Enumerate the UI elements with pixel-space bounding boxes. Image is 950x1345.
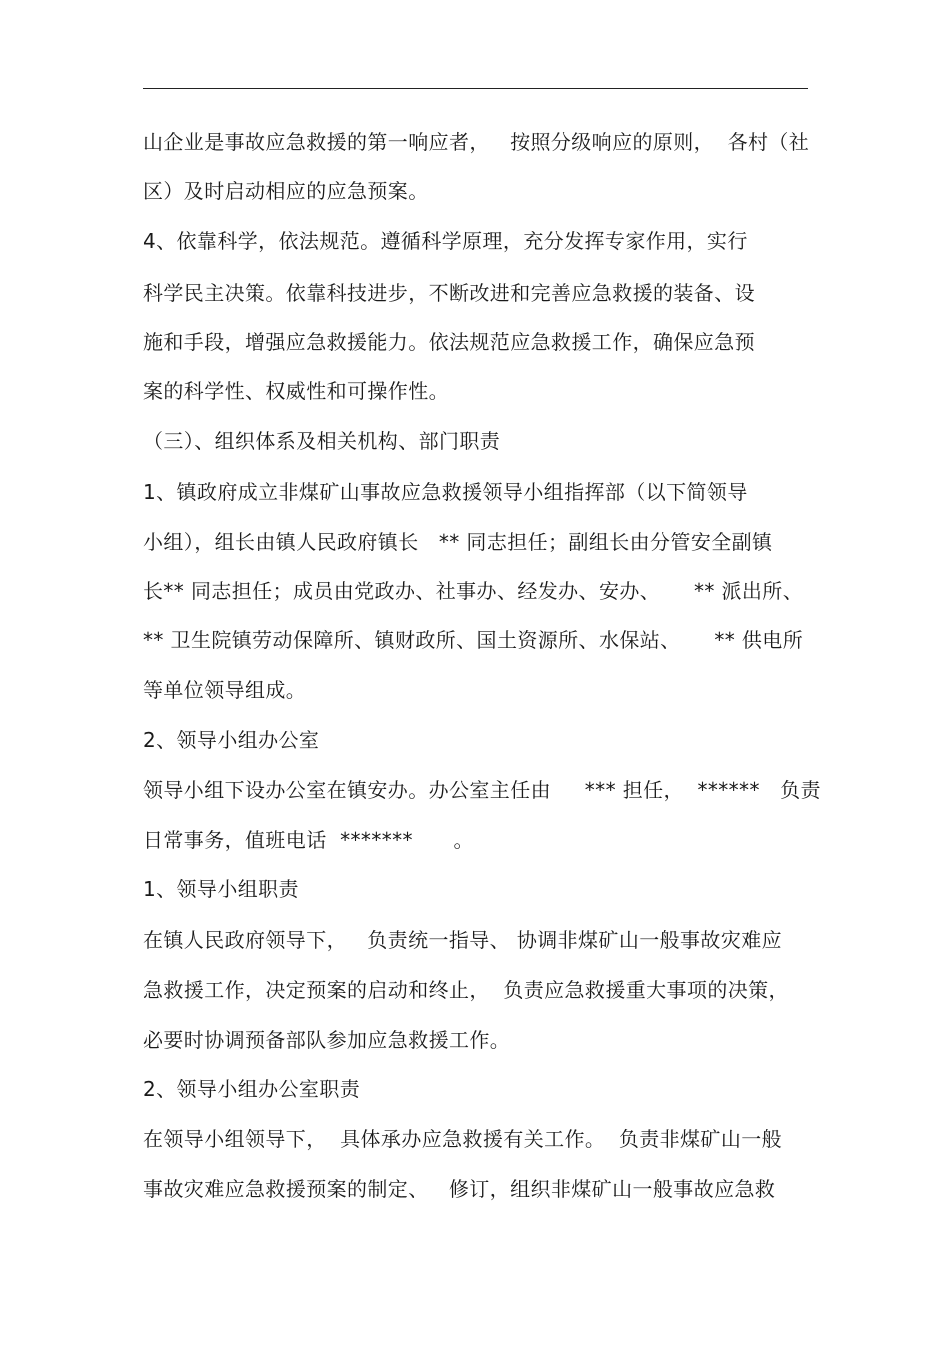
text-line: 4、依靠科学，依法规范。遵循科学原理，充分发挥专家作用，实行	[143, 229, 748, 253]
text-line: 区）及时启动相应的应急预案。	[143, 179, 429, 203]
text-line: 领导小组下设办公室在镇安办。办公室主任由 *** 担任， ****** 负责	[143, 778, 821, 802]
section-heading: （三）、组织体系及相关机构、部门职责	[143, 429, 501, 453]
text-line: 科学民主决策。依靠科技进步，不断改进和完善应急救援的装备、设	[143, 281, 755, 305]
header-rule	[143, 88, 808, 89]
text-line: 施和手段，增强应急救援能力。依法规范应急救援工作，确保应急预	[143, 330, 755, 354]
text-line: ** 卫生院镇劳动保障所、镇财政所、国土资源所、水保站、 ** 供电所	[143, 628, 804, 652]
item-heading: 1、领导小组职责	[143, 877, 299, 901]
text-line: 案的科学性、权威性和可操作性。	[143, 379, 449, 403]
text-line: 等单位领导组成。	[143, 678, 307, 702]
text-line: 小组），组长由镇人民政府镇长 ** 同志担任；副组长由分管安全副镇	[143, 530, 773, 554]
text-line: 必要时协调预备部队参加应急救援工作。	[143, 1028, 511, 1052]
item-heading: 2、领导小组办公室	[143, 728, 320, 752]
item-heading: 2、领导小组办公室职责	[143, 1077, 361, 1101]
text-line: 山企业是事故应急救援的第一响应者， 按照分级响应的原则， 各村（社	[143, 130, 810, 154]
text-line: 事故灾难应急救援预案的制定、 修订，组织非煤矿山一般事故应急救	[143, 1177, 776, 1201]
text-line: 急救援工作，决定预案的启动和终止， 负责应急救援重大事项的决策，	[143, 978, 789, 1002]
text-line: 1、镇政府成立非煤矿山事故应急救援领导小组指挥部（以下简领导	[143, 480, 748, 504]
text-line: 在镇人民政府领导下， 负责统一指导、 协调非煤矿山一般事故灾难应	[143, 928, 783, 952]
text-line: 在领导小组领导下， 具体承办应急救援有关工作。 负责非煤矿山一般	[143, 1127, 783, 1151]
text-line: 长** 同志担任；成员由党政办、社事办、经发办、安办、 ** 派出所、	[143, 579, 804, 603]
text-line: 日常事务，值班电话 ******* 。	[143, 828, 474, 852]
